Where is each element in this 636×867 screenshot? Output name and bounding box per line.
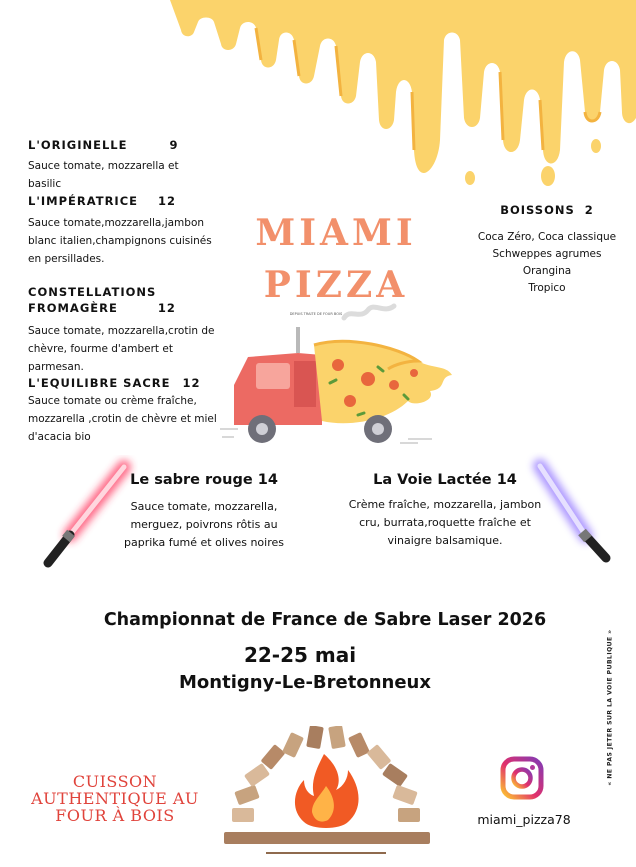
brand-line-1: MIAMI (255, 212, 417, 254)
pizza-description: Sauce tomate, mozzarella,crotin de chèvre, fourme d'ambert et parmesan. (28, 325, 215, 373)
wood-fired-line: FOUR À BOIS (55, 806, 175, 825)
pizza-truck-illustration (218, 325, 458, 447)
instagram-handle[interactable]: miami_pizza78 (477, 812, 571, 827)
pizza-name: CONSTELLATIONS (28, 285, 157, 299)
instagram-icon[interactable] (500, 756, 544, 800)
pizza-list (28, 138, 228, 446)
pizza-name: L'ORIGINELLE (28, 138, 128, 152)
pizza-name: FROMAGÈRE (28, 301, 118, 315)
wood-fired-label (10, 773, 220, 824)
special-description: Crème fraîche, mozzarella, jambon cru, burrata,roquette fraîche et vinaigre balsamique. (348, 498, 542, 547)
wood-fired-line: CUISSON (72, 772, 158, 791)
pizza-price: 12 (182, 376, 201, 390)
special-title: Le sabre rouge 14 (130, 472, 278, 488)
drink-item: Tropico (528, 282, 566, 294)
pizza-item (28, 376, 228, 446)
smoke-icon (340, 300, 400, 324)
drink-item: Orangina (522, 265, 572, 277)
brand-line-2: PIZZA (263, 264, 409, 306)
pizza-item (28, 194, 228, 284)
drink-item: Coca Zéro, Coca classique (477, 231, 617, 243)
event-title: Championnat de France de Sabre Laser 2026 (103, 610, 547, 630)
drinks-price: 2 (584, 203, 594, 217)
special-title: La Voie Lactée 14 (373, 472, 517, 488)
litter-notice: « NE PAS JETER SUR LA VOIE PUBLIQUE » (606, 629, 614, 786)
drinks-section (462, 203, 632, 297)
pizza-description: Sauce tomate,mozzarella,jambon blanc italien,champignons cuisinés en persillades. (28, 217, 212, 265)
drinks-title: BOISSONS (500, 203, 575, 217)
pizza-name: L'IMPÉRATRICE (28, 194, 138, 208)
event-dates: 22-25 mai (243, 643, 357, 667)
special-description: Sauce tomate, mozzarella, merguez, poivrons rôtis au paprika fumé et olives noires (124, 500, 284, 549)
pizza-price: 9 (169, 138, 179, 152)
wood-oven-illustration (224, 726, 434, 858)
pizza-price: 12 (158, 194, 177, 208)
drink-list (462, 229, 632, 297)
pizza-description: Sauce tomate ou crème fraîche, mozzarella ,crotin de chèvre et miel d'acacia bio (28, 395, 217, 443)
pizza-name: L'EQUILIBRE SACRE (28, 376, 171, 390)
drink-item: Schweppes agrumes (492, 248, 602, 260)
event-location: Montigny-Le-Bretonneux (179, 672, 431, 693)
brand-tagline: DEPUIS TRAITE DE FOUR BOIS (289, 312, 343, 316)
wood-fired-line: AUTHENTIQUE AU (31, 789, 199, 808)
pizza-description: Sauce tomate, mozzarella et basilic (28, 160, 179, 190)
pizza-price: 12 (157, 301, 176, 315)
special-voie-lactee (340, 472, 550, 550)
special-sabre-rouge (114, 472, 294, 552)
pizza-item (28, 138, 228, 194)
pizza-item (28, 284, 228, 376)
